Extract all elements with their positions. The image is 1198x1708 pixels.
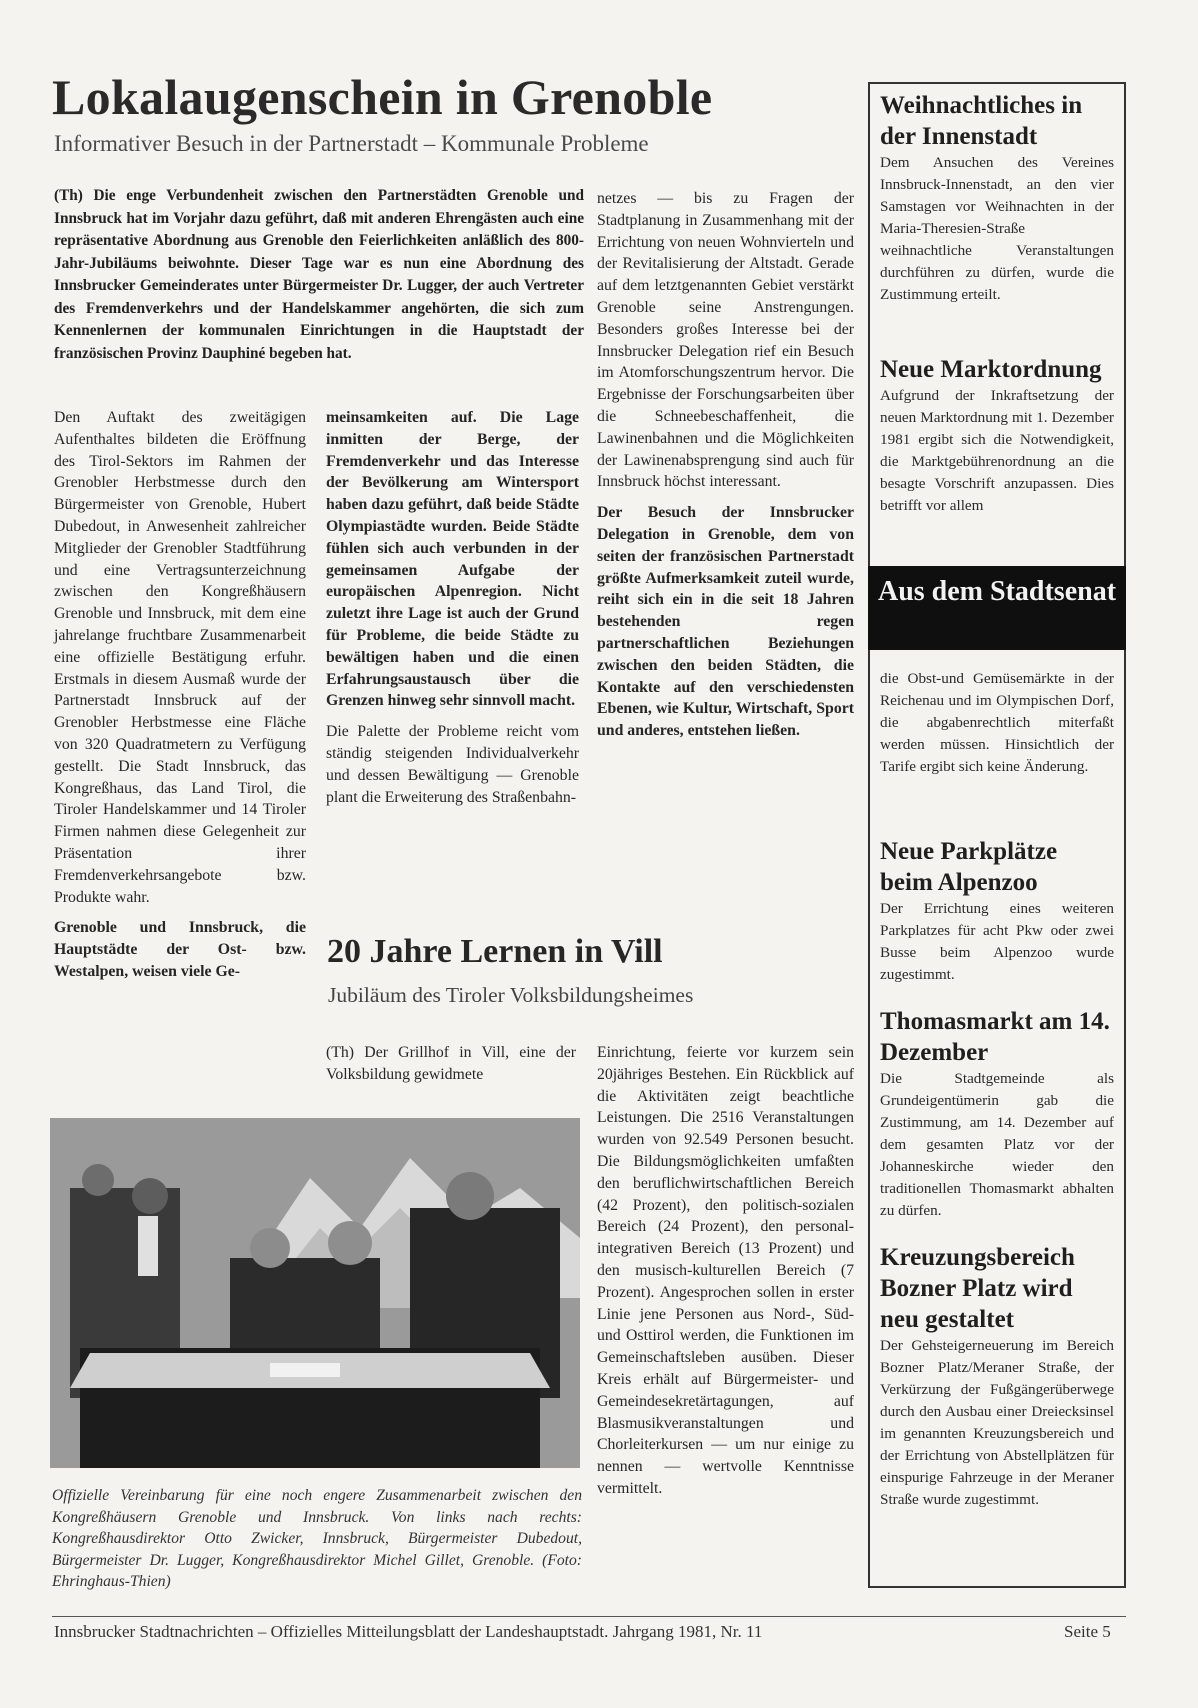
sidebar-text-bozner-platz: Der Gehsteigerneuerung im Bereich Bozner Platz/Meraner Straße, der Verkürzung der Fußgängerüberwege durch den Ausbau einer Dreiecksinsel im genannten Kreuzungsbereich und der Errichtung von Abstellplätzen für einspurige Fahrzeuge in der Meraner Straße wurde zugestimmt. [880,1337,1114,1508]
second-article-column-2 [597,1042,854,1509]
column-2-paragraph-2: Die Palette der Probleme reicht vom ständig steigenden Individualverkehr und dessen Bewältigung — Grenoble plant die Erweiterung des Straßenbahn- [326,723,579,806]
sidebar-section-parkplaetze [880,836,1114,986]
article-column-1 [54,407,306,992]
article-lead: (Th) Die enge Verbundenheit zwischen den Partnerstädten Grenoble und Innsbruck hat im Vorjahr dazu geführt, daß mit anderen Ehrengästen auch eine repräsentative Abordnung aus Grenoble den Feierlichkeiten anläßlich des 800-Jahr-Jubiläums beiwohnte. Dieser Tage war es nun eine Abordnung des Innsbrucker Gemeinderates unter Bürgermeister Dr. Lugger, der auch Vertreter des Fremdenverkehrs und der Handelskammer angehörten, die sich zum Kennenlernen der kommunalen Einrichtungen in die Hauptstadt der französischen Provinz Dauphiné begeben hat. [54,187,584,362]
sidebar-text-thomasmarkt: Die Stadtgemeinde als Grundeigentümerin gab die Zustimmung, am 14. Dezember auf dem gesamten Platz vor der Johanneskirche wieder den traditionellen Thomasmarkt abhalten zu dürfen. [880,1070,1114,1219]
second-article-text-2: Einrichtung, feierte vor kurzem sein 20jähriges Bestehen. Ein Rückblick auf die Aktivitäten zeigt beachtliche Leistungen. Die 2516 Veranstaltungen wurden von 92.549 Personen besucht. Die Bildungsmöglichkeiten umfaßten den beruflichwirtschaftlichen Bereich (42 Prozent), den politisch-sozialen Bereich (24 Prozent), den personal-integrativen Bereich (13 Prozent) und den musisch-kulturellen Bereich (7 Prozent). Angesprochen sollen in erster Linie jene Personen aus Nord-, Süd- und Osttirol werden, die Funktionen im Gemeinschaftsleben ausüben. Dieser Kreis erhält auf Bürgermeister- und Gemeindesekretärtagungen, auf Blasmusikveranstaltungen und Chorleiterkursen — um nur einige zu nennen — wertvolle Kenntnisse vermittelt. [597,1044,854,1497]
footer-rule [52,1616,1126,1617]
sidebar-box [868,82,1126,1588]
second-article-headline: 20 Jahre Lernen in Vill [327,933,663,970]
sidebar-text-marktordnung: Aufgrund der Inkraftsetzung der neuen Marktordnung mit 1. Dezember 1981 ergibt sich die Notwendigkeit, die Marktgebührenordnung an die besagte Vorschrift anzupassen. Dies betrifft vor allem [880,387,1114,514]
stadtsenat-banner: Aus dem Stadtsenat [868,566,1126,650]
sidebar-title-thomasmarkt: Thomasmarkt am 14. Dezember [880,1008,1110,1066]
column-2-paragraph-1: meinsamkeiten auf. Die Lage inmitten der Berge, der Fremdenverkehr und das Interesse der Bevölkerung am Wintersport haben dazu geführt, daß beide Städte Olympiastädte wurden. Beide Städte fühlen sich auch verbunden in der gemeinsamen Aufgabe der europäischen Alpenregion. Nicht zuletzt ihre Lage ist auch der Grund für Probleme, die beide Städte zu bewältigen haben und die einen Erfahrungsaustausch über die Grenzen hinweg sehr sinnvoll macht. [326,409,579,710]
second-article-text-1: (Th) Der Grillhof in Vill, eine der Volksbildung gewidmete [326,1044,576,1083]
second-article-column-1 [326,1042,576,1095]
sidebar-text-parkplaetze: Der Errichtung eines weiteren Parkplatzes für acht Pkw oder zwei Busse beim Alpenzoo wurde zugestimmt. [880,900,1114,983]
sidebar-section-marktordnung [880,354,1114,517]
sidebar-section-bozner-platz [880,1242,1114,1511]
sidebar-text-marktordnung-continued: die Obst-und Gemüsemärkte in der Reichenau und im Olympischen Dorf, die abgabenrechtlich miterfaßt werden müssen. Hinsichtlich der Tarife ergibt sich keine Änderung. [880,670,1114,775]
footer-publication: Innsbrucker Stadtnachrichten – Offizielles Mitteilungsblatt der Landeshauptstadt. Jahrgang 1981, Nr. 11 [54,1622,763,1641]
sidebar-section-weihnachtliches [880,90,1114,306]
sidebar-title-parkplaetze: Neue Parkplätze beim Alpenzoo [880,838,1058,896]
footer-page-number: Seite 5 [1064,1622,1111,1641]
column-3-paragraph-2: Der Besuch der Innsbrucker Delegation in Grenoble, dem von seiten der französischen Partnerstadt größte Aufmerksamkeit zuteil wurde, reiht sich ein in die seit 18 Jahren bestehenden regen partnerschaftlichen Beziehungen zwischen den beiden Städten, die Kontakte auf den verschiedensten Ebenen, wie Kultur, Wirtschaft, Sport und anderes, entstehen ließen. [597,504,854,740]
second-article-subheadline: Jubiläum des Tiroler Volksbildungsheimes [328,983,694,1007]
signing-photo [50,1118,580,1468]
column-1-paragraph-2: Grenoble und Innsbruck, die Hauptstädte der Ost- bzw. Westalpen, weisen viele Ge- [54,919,306,980]
sidebar-section-thomasmarkt [880,1006,1114,1222]
sidebar-text-weihnachtliches: Dem Ansuchen des Vereines Innsbruck-Innenstadt, an den vier Samstagen vor Weihnachten in der Maria-Theresien-Straße weihnachtliche Veranstaltungen durchführen zu dürfen, wurde die Zustimmung erteilt. [880,154,1114,303]
article-column-3 [597,188,854,751]
sidebar-section-marktordnung-continued [880,668,1114,778]
article-headline: Lokalaugenschein in Grenoble [52,69,713,125]
sidebar-title-weihnachtliches: Weihnachtliches in der Innenstadt [880,92,1083,150]
column-3-paragraph-1: netzes — bis zu Fragen der Stadtplanung in Zusammenhang mit der Errichtung von neuen Wohnvierteln und der Revitalisierung der Altstadt. Gerade auf dem letztgenannten Gebiet verstärkt Grenoble seine Anstrengungen. Besonders großes Interesse bei der Innsbrucker Delegation rief ein Besuch im Atomforschungszentrum hervor. Die Ergebnisse der Forschungsarbeiten über die Schneebeschaffenheit, die Lawinenbahnen und die Möglichkeiten der Lawinenabsprengung sind auch für Innsbruck höchst interessant. [597,190,854,491]
sidebar-title-marktordnung: Neue Marktordnung [880,356,1102,383]
sidebar-title-bozner-platz: Kreuzungsbereich Bozner Platz wird neu gestaltet [880,1244,1075,1333]
article-column-2 [326,407,579,817]
column-1-paragraph-1: Den Auftakt des zweitägigen Aufenthaltes bildeten die Eröffnung des Tirol-Sektors im Rahmen der Grenobler Herbstmesse durch den Bürgermeister von Grenoble, Hubert Dubedout, in Anwesenheit zahlreicher Mitglieder der Grenobler Stadtführung und eine Vertragsunterzeichnung zwischen den Kongreßhäusern Grenoble und Innsbruck, mit dem eine jahrelange fruchtbare Zusammenarbeit eine offizielle Bestätigung erfuhr. Erstmals in diesem Ausmaß wurde der Partnerstadt Innsbruck auf der Grenobler Herbstmesse eine Fläche von 320 Quadratmetern zu Verfügung gestellt. Die Stadt Innsbruck, das Kongreßhaus, das Land Tirol, die Tiroler Handelskammer und 14 Tiroler Firmen nahmen diese Gelegenheit zur Präsentation ihrer Fremdenverkehrsangebote bzw. Produkte wahr. [54,409,306,906]
photo-caption: Offizielle Vereinbarung für eine noch engere Zusammenarbeit zwischen den Kongreßhäusern Grenoble und Innsbruck. Von links nach rechts: Kongreßhausdirektor Otto Zwicker, Innsbruck, Bürgermeister Dubedout, Bürgermeister Dr. Lugger, Kongreßhausdirektor Michel Gillet, Grenoble. (Foto: Ehringhaus-Thien) [52,1487,582,1590]
article-subheadline: Informativer Besuch in der Partnerstadt – Kommunale Probleme [54,131,649,156]
